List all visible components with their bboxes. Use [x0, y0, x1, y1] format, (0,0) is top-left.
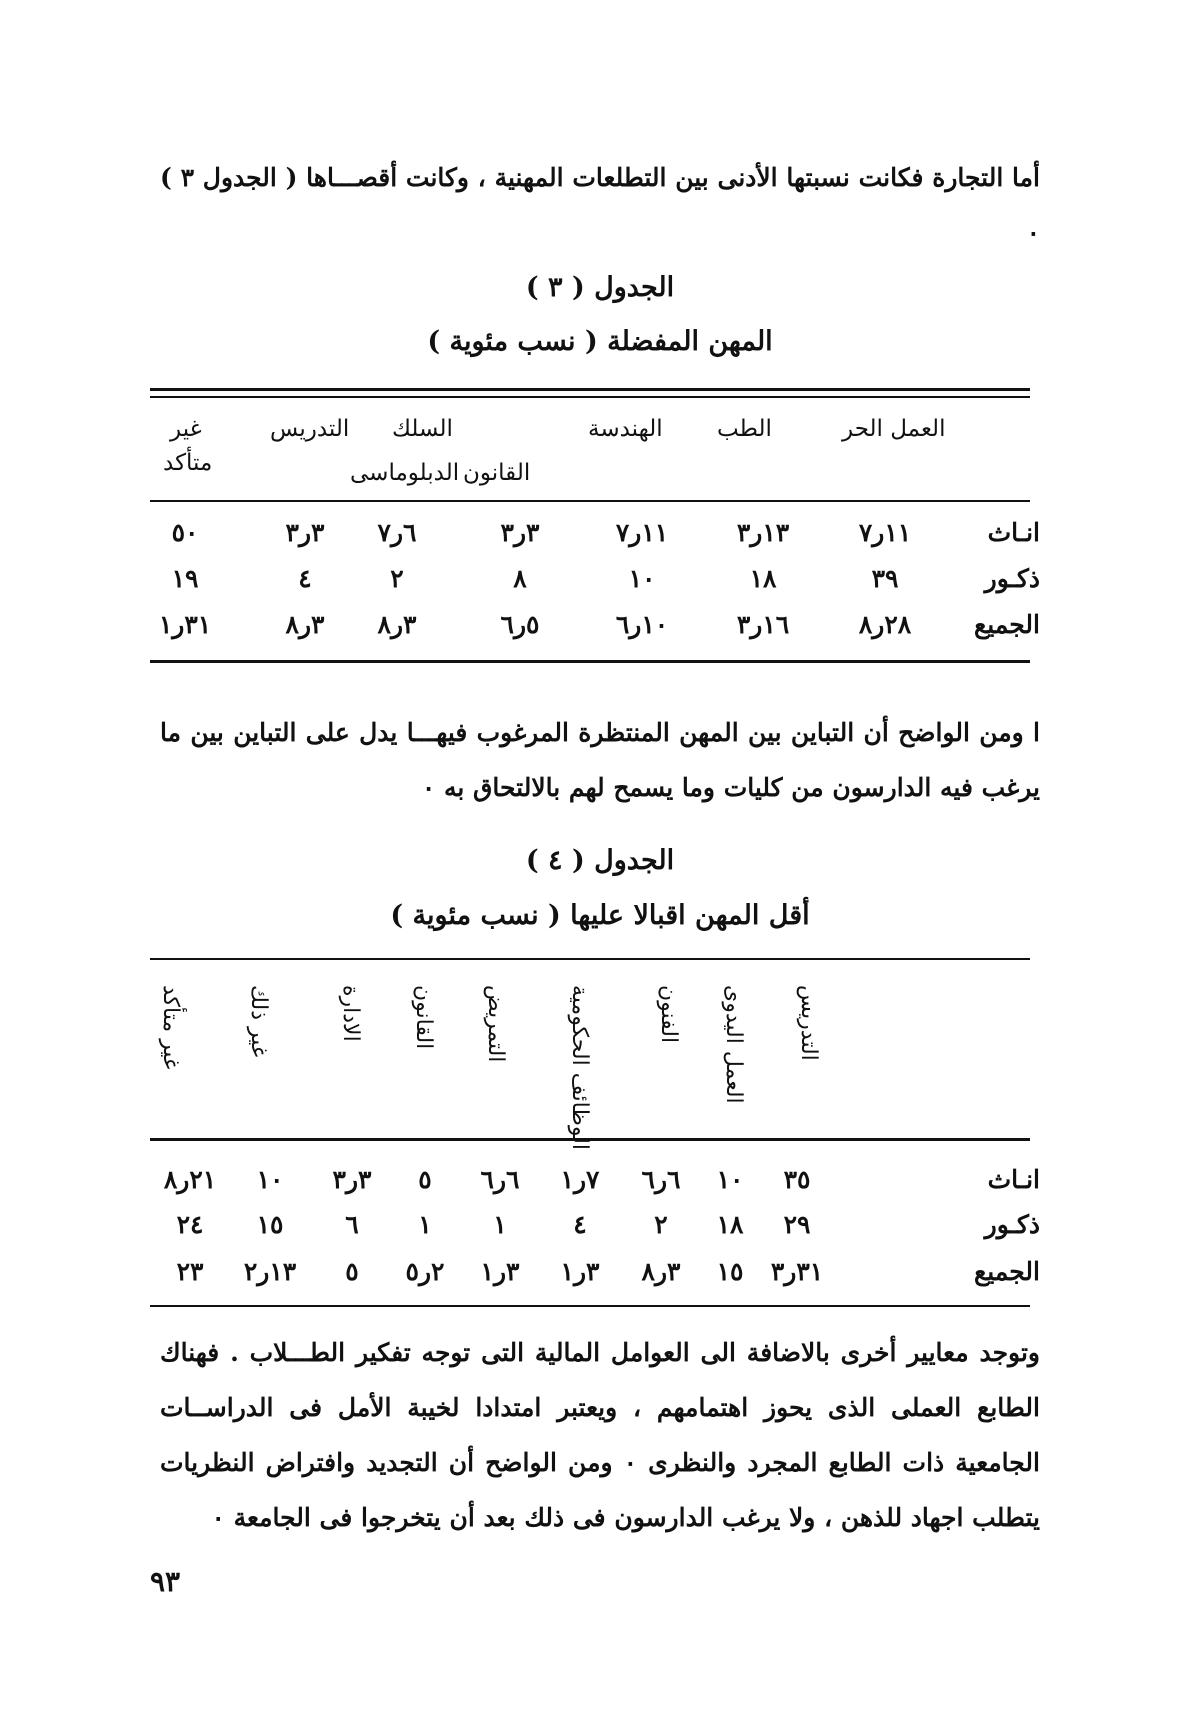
- table3-col-law: القانون: [463, 460, 531, 486]
- table3-col-diplomatic-1: السلك: [392, 416, 453, 442]
- table4-subheading: أقل المهن اقبالا عليها ( نسب مئوية ): [390, 900, 810, 931]
- table4-cell: ١٨: [716, 1210, 744, 1239]
- table4-cell: ١٣ر٢: [243, 1257, 297, 1286]
- table4-header-rule: [150, 1138, 1030, 1141]
- table3-cell: ٣ر٣: [500, 518, 540, 547]
- table4-cell: ٣ر١: [480, 1257, 520, 1286]
- table3-cell: ٣ر٨: [285, 610, 325, 639]
- table4-bottom-rule: [150, 1305, 1030, 1307]
- table4-col-arts: الفنون: [656, 985, 681, 1044]
- table4-col-other: غير ذلك: [246, 985, 271, 1058]
- table3-row-label: انـاث: [987, 518, 1040, 547]
- table4-cell: ٢٤: [176, 1210, 204, 1239]
- table4-cell: ١٥: [256, 1210, 284, 1239]
- table3-bottom-rule: [150, 660, 1030, 663]
- table3-cell: ١١ر٧: [615, 518, 669, 547]
- table4-cell: ١٠: [716, 1165, 744, 1194]
- table3-cell: ٢٨ر٨: [858, 610, 912, 639]
- table3-cell: ٣ر٣: [285, 518, 325, 547]
- table4-cell: ٥: [418, 1165, 432, 1194]
- table3-cell: ٥ر٦: [500, 610, 540, 639]
- table3-col-medicine: الطب: [717, 416, 772, 442]
- table4-cell: ٦ر٦: [641, 1165, 681, 1194]
- table4-col-administration: الادارة: [338, 985, 363, 1042]
- table4-top-rule: [150, 958, 1030, 960]
- page-number: ٩٣: [150, 1565, 181, 1598]
- table3-cell: ١٩: [171, 564, 199, 593]
- table3-col-teaching: التدريس: [270, 416, 350, 442]
- table3-cell: ٥٠: [171, 518, 199, 547]
- table3-col-free-work: العمل الحر: [842, 416, 946, 442]
- table3-cell: ١١ر٧: [858, 518, 912, 547]
- table4-cell: ٣ر٨: [641, 1257, 681, 1286]
- table4-cell: ١٠: [256, 1165, 284, 1194]
- table3-cell: ٣ر٨: [377, 610, 417, 639]
- table3-row-label: ذكـور: [984, 564, 1040, 593]
- table4-cell: ٣ر١: [560, 1257, 600, 1286]
- table4-row-label: الجميع: [973, 1257, 1040, 1286]
- table3-col-diplomatic-2: الدبلوماسى: [350, 460, 460, 486]
- table3-row-label: الجميع: [973, 610, 1040, 639]
- table4-cell: ٢ر٥: [405, 1257, 445, 1286]
- table3-cell: ٤: [298, 564, 312, 593]
- table4-cell: ٣ر٣: [332, 1165, 372, 1194]
- table4-cell: ١: [493, 1210, 507, 1239]
- table3-cell: ٣١ر١: [158, 610, 212, 639]
- table4-col-teaching: التدريس: [796, 985, 821, 1061]
- table4-cell: ٢١ر٨: [163, 1165, 217, 1194]
- table4-cell: ١٥: [716, 1257, 744, 1286]
- table4-cell: ٤: [573, 1210, 587, 1239]
- table3-cell: ٨: [513, 564, 527, 593]
- table4-row-label: انـاث: [987, 1165, 1040, 1194]
- table4-col-unsure: غير متأكد: [158, 985, 183, 1070]
- intro-paragraph: أما التجارة فكانت نسبتها الأدنى بين التطلعات المهنية ، وكانت أقصـــاها ( الجدول ٣ ) ٠: [160, 163, 1040, 247]
- table3-top-rule-2: [150, 396, 1030, 398]
- table4-row-label: ذكـور: [984, 1210, 1040, 1239]
- table3-col-unsure-2: متأكد: [163, 450, 213, 476]
- middle-paragraph: ا ومن الواضح أن التباين بين المهن المنتظرة المرغوب فيهـــا يدل على التباين بين ما يرغب فيه الدارسون من كليات وما يسمح لهم بالالتحاق به ٠: [160, 718, 1040, 802]
- table3-cell: ١٦ر٣: [736, 610, 790, 639]
- table4-cell: ٦: [345, 1210, 359, 1239]
- table3-col-engineering: الهندسة: [588, 416, 663, 442]
- table4-col-manual-work: العمل اليدوى: [721, 985, 746, 1104]
- table4-col-law: القانون: [411, 985, 436, 1050]
- table3-cell: ٢: [390, 564, 404, 593]
- table4-cell: ٢: [654, 1210, 668, 1239]
- table4-heading: الجدول ( ٤ ): [525, 845, 675, 876]
- table3-cell: ١٨: [749, 564, 777, 593]
- table3-cell: ١٠ر٦: [615, 610, 669, 639]
- table4-cell: ١: [418, 1210, 432, 1239]
- table3-subheading: المهن المفضلة ( نسب مئوية ): [427, 326, 773, 357]
- table4-cell: ٣١ر٣: [770, 1257, 824, 1286]
- final-paragraph: وتوجد معايير أخرى بالاضافة الى العوامل المالية التى توجه تفكير الطـــلاب . فهناك الطابع العملى الذى يحوز اهتمامهم ، ويعتبر امتدادا لخيبة الأمل فى الدراســات الجامعية ذات الطابع المجرد والنظرى ٠ ومن الواضح أن التجديد وافتراض النظريات يتطلب اجهاد للذهن ، ولا يرغب الدارسون فى ذلك بعد أن يتخرجوا فى الجامعة ٠: [160, 1338, 1040, 1532]
- table3-cell: ٦ر٧: [377, 518, 417, 547]
- table4-col-nursing: التمريض: [483, 985, 508, 1063]
- table4-cell: ٧ر١: [560, 1165, 600, 1194]
- table4-cell: ٢٩: [783, 1210, 811, 1239]
- table3-cell: ١٣ر٣: [736, 518, 790, 547]
- table3-header-rule: [150, 500, 1030, 502]
- table3-col-unsure-1: غير: [170, 416, 202, 442]
- table4-cell: ٢٣: [176, 1257, 204, 1286]
- table4-cell: ٥: [345, 1257, 359, 1286]
- table4-col-government-jobs: الوظائف الحكومية: [567, 985, 592, 1151]
- table3-heading: الجدول ( ٣ ): [525, 272, 675, 303]
- table4-cell: ٣٥: [783, 1165, 811, 1194]
- table3-cell: ١٠: [628, 564, 656, 593]
- table3-top-rule: [150, 388, 1030, 391]
- table3-cell: ٣٩: [871, 564, 899, 593]
- table4-cell: ٦ر٦: [480, 1165, 520, 1194]
